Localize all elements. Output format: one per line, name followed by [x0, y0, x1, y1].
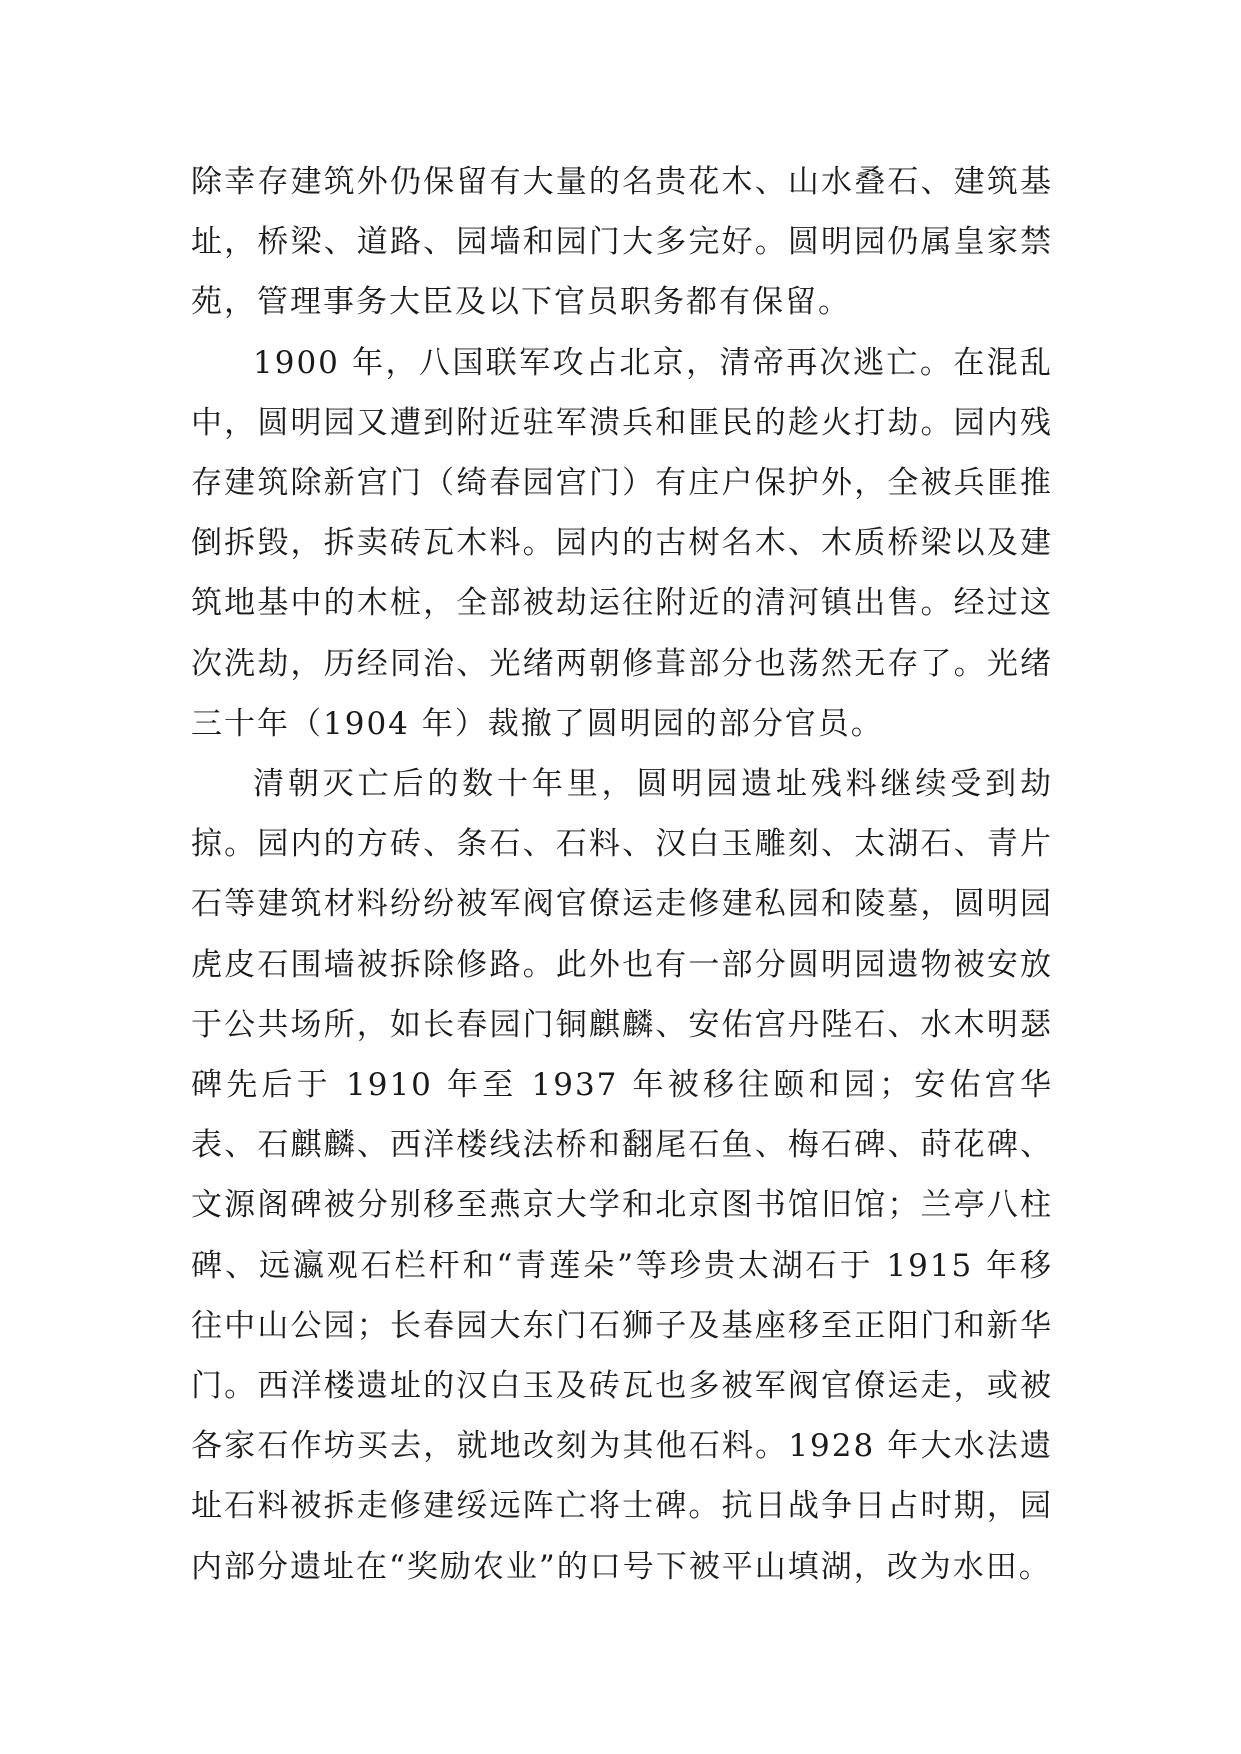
paragraph-1900-looting: 1900 年，八国联军攻占北京，清帝再次逃亡。在混乱中，圆明园又遭到附近驻军溃兵和匪民的趁火打劫。园内残存建筑除新宫门（绮春园宫门）有庄户保护外，全被兵匪推倒拆毁，拆卖砖瓦木料。园内的古树名木、木质桥梁以及建筑地基中的木桩，全部被劫运往附近的清河镇出售。经过这次洗劫，历经同治、光绪两朝修葺部分也荡然无存了。光绪三十年（1904 年）裁撤了圆明园的部分官员。: [191, 344, 1053, 742]
paragraph-post-qing-plunder: 清朝灭亡后的数十年里，圆明园遗址残料继续受到劫掠。园内的方砖、条石、石料、汉白玉雕刻、太湖石、青片石等建筑材料纷纷被军阀官僚运走修建私园和陵墓，圆明园虎皮石围墙被拆除修路。此外也有一部分圆明园遗物被安放于公共场所，如长春园门铜麒麟、安佑宫丹陛石、水木明瑟碑先后于 1910 年至 1937 年被移往颐和园；安佑宫华表、石麒麟、西洋楼线法桥和翻尾石鱼、梅石碑、莳花碑、文源阁碑被分别移至燕京大学和北京图书馆旧馆；兰亭八柱碑、远瀛观石栏杆和“青莲朵”等珍贵太湖石于 1915 年移往中山公园；长春园大东门石狮子及基座移至正阳门和新华门。西洋楼遗址的汉白玉及砖瓦也多被军阀官僚运走，或被各家石作坊买去，就地改刻为其他石料。1928 年大水法遗址石料被拆走修建绥远阵亡将士碑。抗日战争日占时期，园内部分遗址在“奖励农业”的口号下被平山填湖，改为水田。: [191, 766, 1053, 1585]
body-text: [191, 152, 1053, 1597]
paragraph-continued: 除幸存建筑外仍保留有大量的名贵花木、山水叠石、建筑基址，桥梁、道路、园墙和园门大多完好。圆明园仍属皇家禁苑，管理事务大臣及以下官员职务都有保留。: [191, 164, 1053, 321]
